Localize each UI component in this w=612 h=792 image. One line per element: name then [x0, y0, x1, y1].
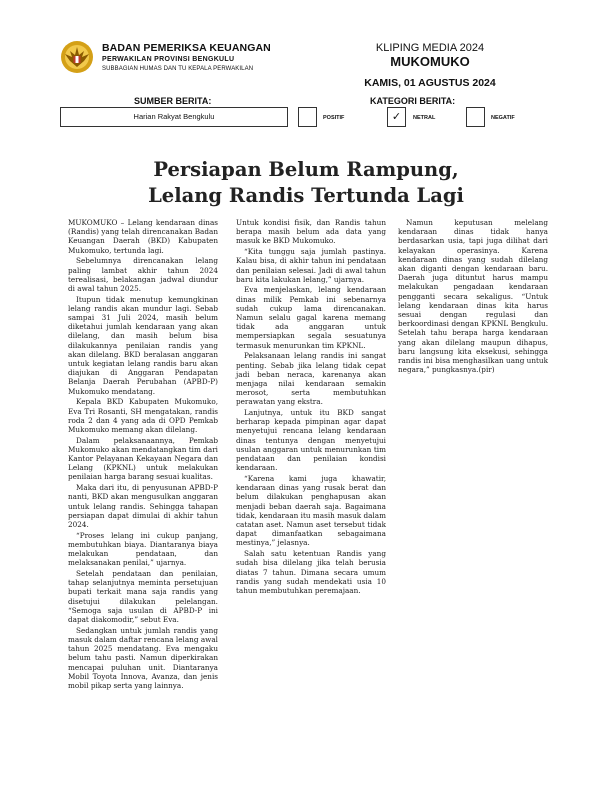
- positif-checkbox[interactable]: [298, 107, 317, 127]
- article-title-line1: Persiapan Belum Rampung,: [153, 158, 459, 181]
- org-division: SUBBAGIAN HUMAS DAN TU KEPALA PERWAKILAN: [102, 66, 254, 72]
- negatif-checkbox[interactable]: [466, 107, 485, 127]
- article-column-3: [398, 218, 548, 376]
- paragraph: Lanjutnya, untuk itu BKD sangat berharap kepada pimpinan agar dapat menyetujui rencana lelang kendaraan dinas tentunya dengan menyetujui usulan anggaran untuk menurunkan tim pendataan dan penilaian kondisi kendaraan.: [236, 408, 386, 473]
- paragraph: Dalam pelaksanaannya, Pemkab Mukomuko akan mendatangkan tim dari Kantor Pelayanan Kekayaan Negara dan Lelang (KPKNL) untuk melakukan penilaian harga barang sesuai kualitas.: [68, 435, 218, 482]
- sumber-label: SUMBER BERITA:: [134, 96, 212, 106]
- negatif-label: NEGATIF: [491, 115, 515, 121]
- paragraph: Eva menjelaskan, lelang kendaraan dinas milik Pemkab ini sebenarnya sudah cukup lama direncanakan. Namun selalu gagal karena memang tidak ada anggaran untuk mempersiapkan segala sesuatunya termasuk menurunkan tim KPKNL.: [236, 285, 386, 350]
- paragraph: Kepala BKD Kabupaten Mukomuko, Eva Tri Rosanti, SH mengatakan, randis roda 2 dan 4 yang ada di OPD Pemkab Mukomuko memang akan dilelang.: [68, 397, 218, 434]
- kategori-label: KATEGORI BERITA:: [370, 96, 456, 106]
- article-title: [40, 157, 572, 209]
- paragraph: Pelaksanaan lelang randis ini sangat penting. Sebab jika lelang tidak cepat jadi beban neraca, karenanya akan menjaga nilai kendaraan semakin merosot, serta membutuhkan perawatan yang ekstra.: [236, 351, 386, 407]
- article-title-line2: Lelang Randis Tertunda Lagi: [148, 184, 464, 207]
- paragraph: Maka dari itu, di penyusunan APBD-P nanti, BKD akan mengusulkan anggaran untuk lelang randis. Sehingga tahapan persiapan dapat dimulai di akhir tahun 2024.: [68, 483, 218, 529]
- paragraph: Salah satu ketentuan Randis yang sudah bisa dilelang jika telah berusia diatas 7 tahun. Dimana secara umum randis yang sudah mendekati usia 10 tahun membutuhkan peremajaan.: [236, 549, 386, 595]
- source-field: Harian Rakyat Bengkulu: [60, 107, 288, 127]
- org-subtitle: PERWAKILAN PROVINSI BENGKULU: [102, 56, 235, 63]
- netral-checkbox[interactable]: [387, 107, 406, 127]
- garuda-emblem-icon: [60, 40, 94, 74]
- positif-label: POSITIF: [323, 115, 345, 121]
- netral-label: NETRAL: [413, 115, 436, 121]
- paragraph: “Kita tunggu saja jumlah pastinya. Kalau bisa, di akhir tahun ini pendataan dan penilaian selesai. Jadi di awal tahun baru kita lakukan lelang,” ujarnya.: [236, 247, 386, 284]
- article-column-2: [236, 218, 386, 597]
- paragraph: Untuk kondisi fisik, dan Randis tahun berapa masih belum ada data yang masuk ke BKD Mukomuko.: [236, 218, 386, 246]
- paragraph: “Proses lelang ini cukup panjang, membutuhkan biaya. Diantaranya biaya melakukan pendataan, dan melaksanakan penilai,” ujarnya.: [68, 530, 218, 568]
- org-name: BADAN PEMERIKSA KEUANGAN: [102, 42, 271, 54]
- kliping-title: KLIPING MEDIA 2024: [375, 42, 485, 54]
- paragraph: Itupun tidak menutup kemungkinan lelang randis akan mundur lagi. Sebab sampai 31 Juli 2024, masih belum diketahui jumlah kendaraan yang akan dilelang, dan masih belum bisa dilakukannya penilaian randis yang akan dilelang. BKD beralasan anggaran untuk kegiatan lelang randis baru akan diajukan di Anggaran Pendapatan Belanja Daerah Perubahan (APBD-P) Mukomuko mendatang.: [68, 294, 218, 396]
- paragraph: Sebelumnya direncanakan lelang paling lambat akhir tahun 2024 terealisasi, belakangan jadwal diundur di awal tahun 2025.: [68, 256, 218, 293]
- check-icon: ✓: [391, 111, 402, 123]
- paragraph: MUKOMUKO – Lelang kendaraan dinas (Randis) yang telah direncanakan Badan Keuangan Daerah (BKD) Kabupaten Mukomuko, tertunda lagi.: [68, 218, 218, 255]
- paragraph: Setelah pendataan dan penilaian, tahap selanjutnya meminta persetujuan bupati terkait mana saja randis yang disetujui dilakukan pelelangan. “Semoga saja usulan di APBD-P ini dapat diakomodir,” sebut Eva.: [68, 569, 218, 625]
- publication-date: KAMIS, 01 AGUSTUS 2024: [364, 77, 496, 89]
- paragraph: Sedangkan untuk jumlah randis yang masuk dalam daftar rencana lelang awal tahun 2025 mendatang. Eva mengaku belum tahu pasti. Namun diperkirakan mencapai puluhan unit. Diantaranya Mobil Toyota Innova, Avanza, dan jenis mobil pikap serta yang lainnya.: [68, 625, 218, 690]
- region-title: MUKOMUKO: [390, 54, 470, 69]
- paragraph: Namun keputusan melelang kendaraan dinas tidak hanya berdasarkan usia, tapi juga dilihat dari kelayakan operasinya. Karena kendaraan dinas yang sudah dilelang akan diganti dengan kendaraan baru. Daerah juga dituntut harus mampu melakukan pengadaan kendaraan pengganti secara sekaligus. “Untuk lelang kendaraan dinas kita harus sesuai dengan regulasi dan berkoordinasi dengan KPKNL Bengkulu. Setelah tahu berapa harga kendaraan yang akan dilelang maupun dihapus, baru langsung kita eksekusi, sehingga randis ini bisa menghasilkan uang untuk negara,” pungkasnya.(pir): [398, 218, 548, 375]
- paragraph: “Karena kami juga khawatir, kendaraan dinas yang rusak berat dan belum dilakukan penghapusan akan menjadi beban daerah saja. Bagaimana tidak, kendaraan itu masih masuk dalam catatan aset. Namun aset tersebut tidak dapat dimanfaatkan sebagaimana mestinya,” jelasnya.: [236, 473, 386, 548]
- article-column-1: [68, 218, 218, 692]
